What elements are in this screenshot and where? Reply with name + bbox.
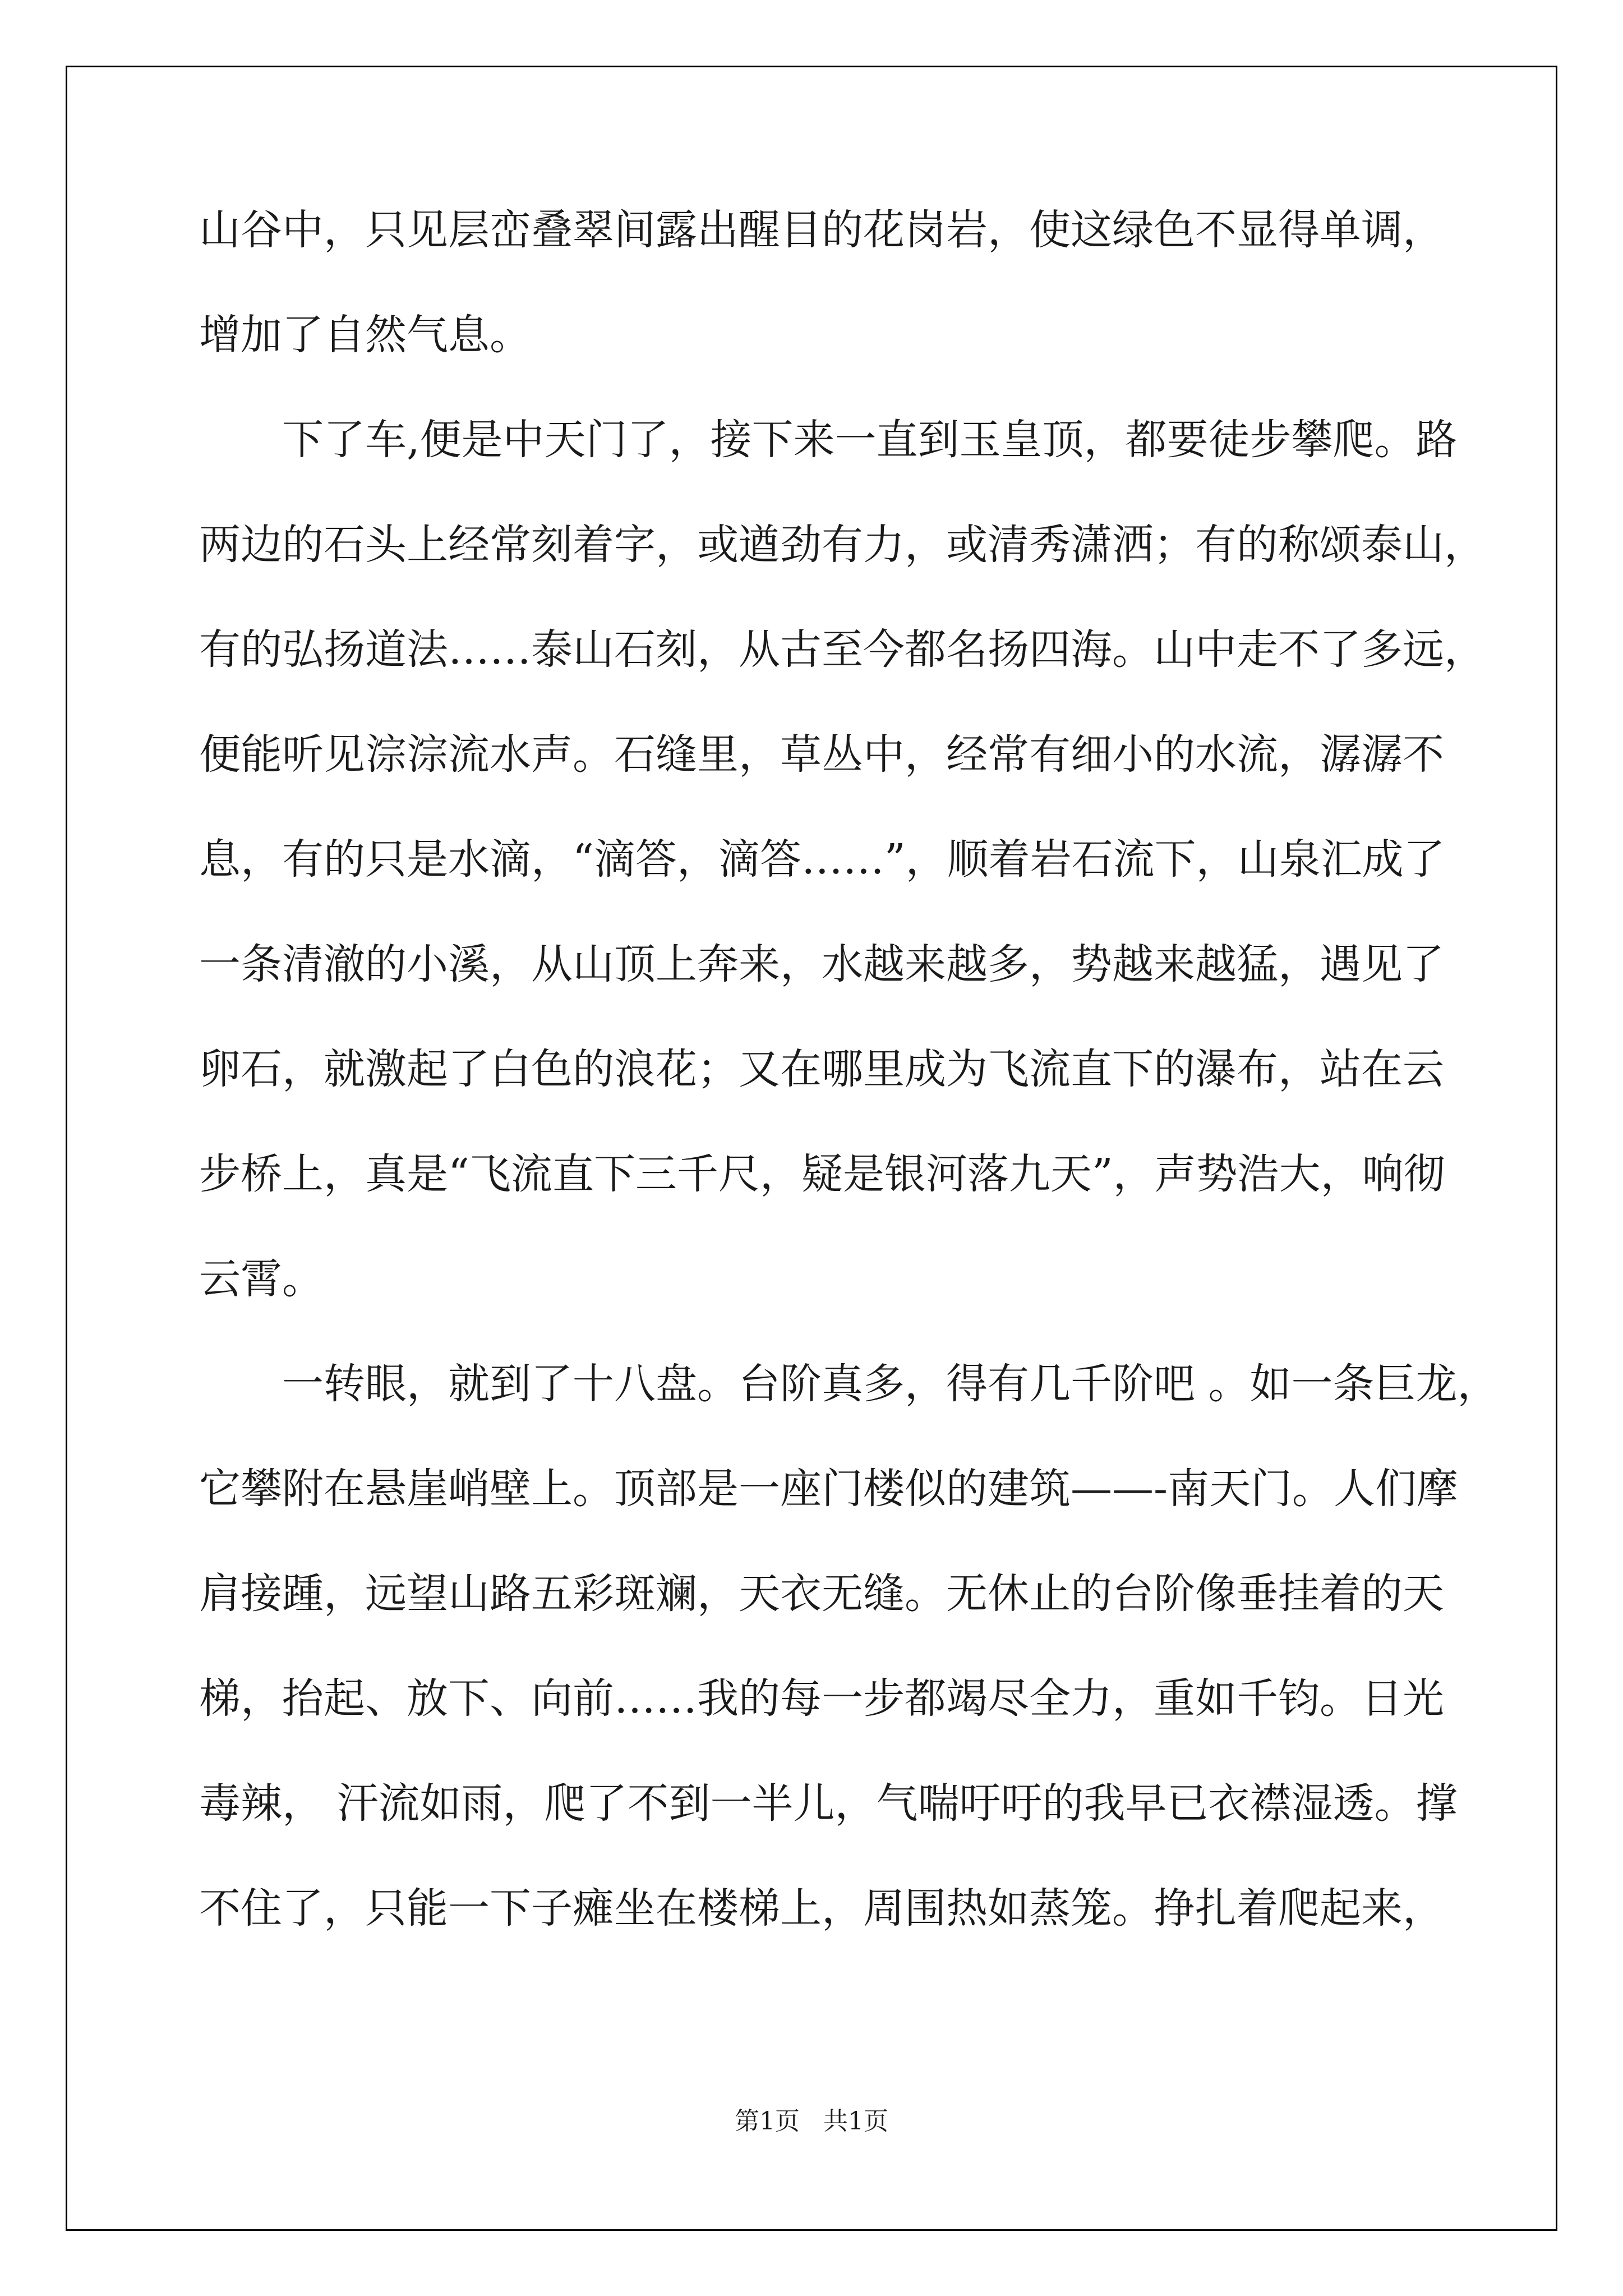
text-line: 步桥上，真是“飞流直下三千尺，疑是银河落九天”，声势浩大，响彻 bbox=[199, 1150, 1445, 1198]
text-line: 息，有的只是水滴，“滴答，滴答……”，顺着岩石流下，山泉汇成了 bbox=[199, 835, 1445, 884]
text-line: 梯，抬起、放下、向前……我的每一步都竭尽全力，重如千钧。日光 bbox=[199, 1674, 1444, 1723]
text-line: 下了车,便是中天门了，接下来一直到玉皇顶，都要徒步攀爬。路 bbox=[282, 416, 1458, 464]
text-line: 卵石，就激起了白色的浪花；又在哪里成为飞流直下的瀑布，站在云 bbox=[199, 1045, 1444, 1093]
text-line: 肩接踵，远望山路五彩斑斓，天衣无缝。无休止的台阶像垂挂着的天 bbox=[199, 1570, 1444, 1618]
text-line: 它攀附在悬崖峭壁上。顶部是一座门楼似的建筑——-南天门。人们摩 bbox=[199, 1465, 1459, 1513]
text-line: 不住了，只能一下子瘫坐在楼梯上，周围热如蒸笼。挣扎着爬起来， bbox=[199, 1884, 1444, 1932]
text-line: 一条清澈的小溪，从山顶上奔来，水越来越多，势越来越猛，遇见了 bbox=[199, 940, 1444, 988]
text-line: 山谷中，只见层峦叠翠间露出醒目的花岗岩，使这绿色不显得单调， bbox=[199, 206, 1444, 254]
page-footer: 第1页 共1页 bbox=[735, 2107, 888, 2136]
text-line: 增加了自然气息。 bbox=[199, 311, 531, 359]
text-line: 有的弘扬道法……泰山石刻，从古至今都名扬四海。山中走不了多远， bbox=[199, 625, 1486, 674]
text-line: 毒辣， 汗流如雨，爬了不到一半儿，气喘吁吁的我早已衣襟湿透。撑 bbox=[199, 1779, 1458, 1828]
text-line: 一转眼，就到了十八盘。台阶真多，得有几千阶吧 。如一条巨龙， bbox=[282, 1360, 1499, 1408]
text-line: 两边的石头上经常刻着字，或遒劲有力，或清秀潇洒；有的称颂泰山， bbox=[199, 521, 1486, 569]
text-line: 云霄。 bbox=[199, 1255, 324, 1303]
document-body bbox=[199, 202, 1499, 1985]
text-line: 便能听见淙淙流水声。石缝里，草丛中，经常有细小的水流，潺潺不 bbox=[199, 730, 1444, 779]
